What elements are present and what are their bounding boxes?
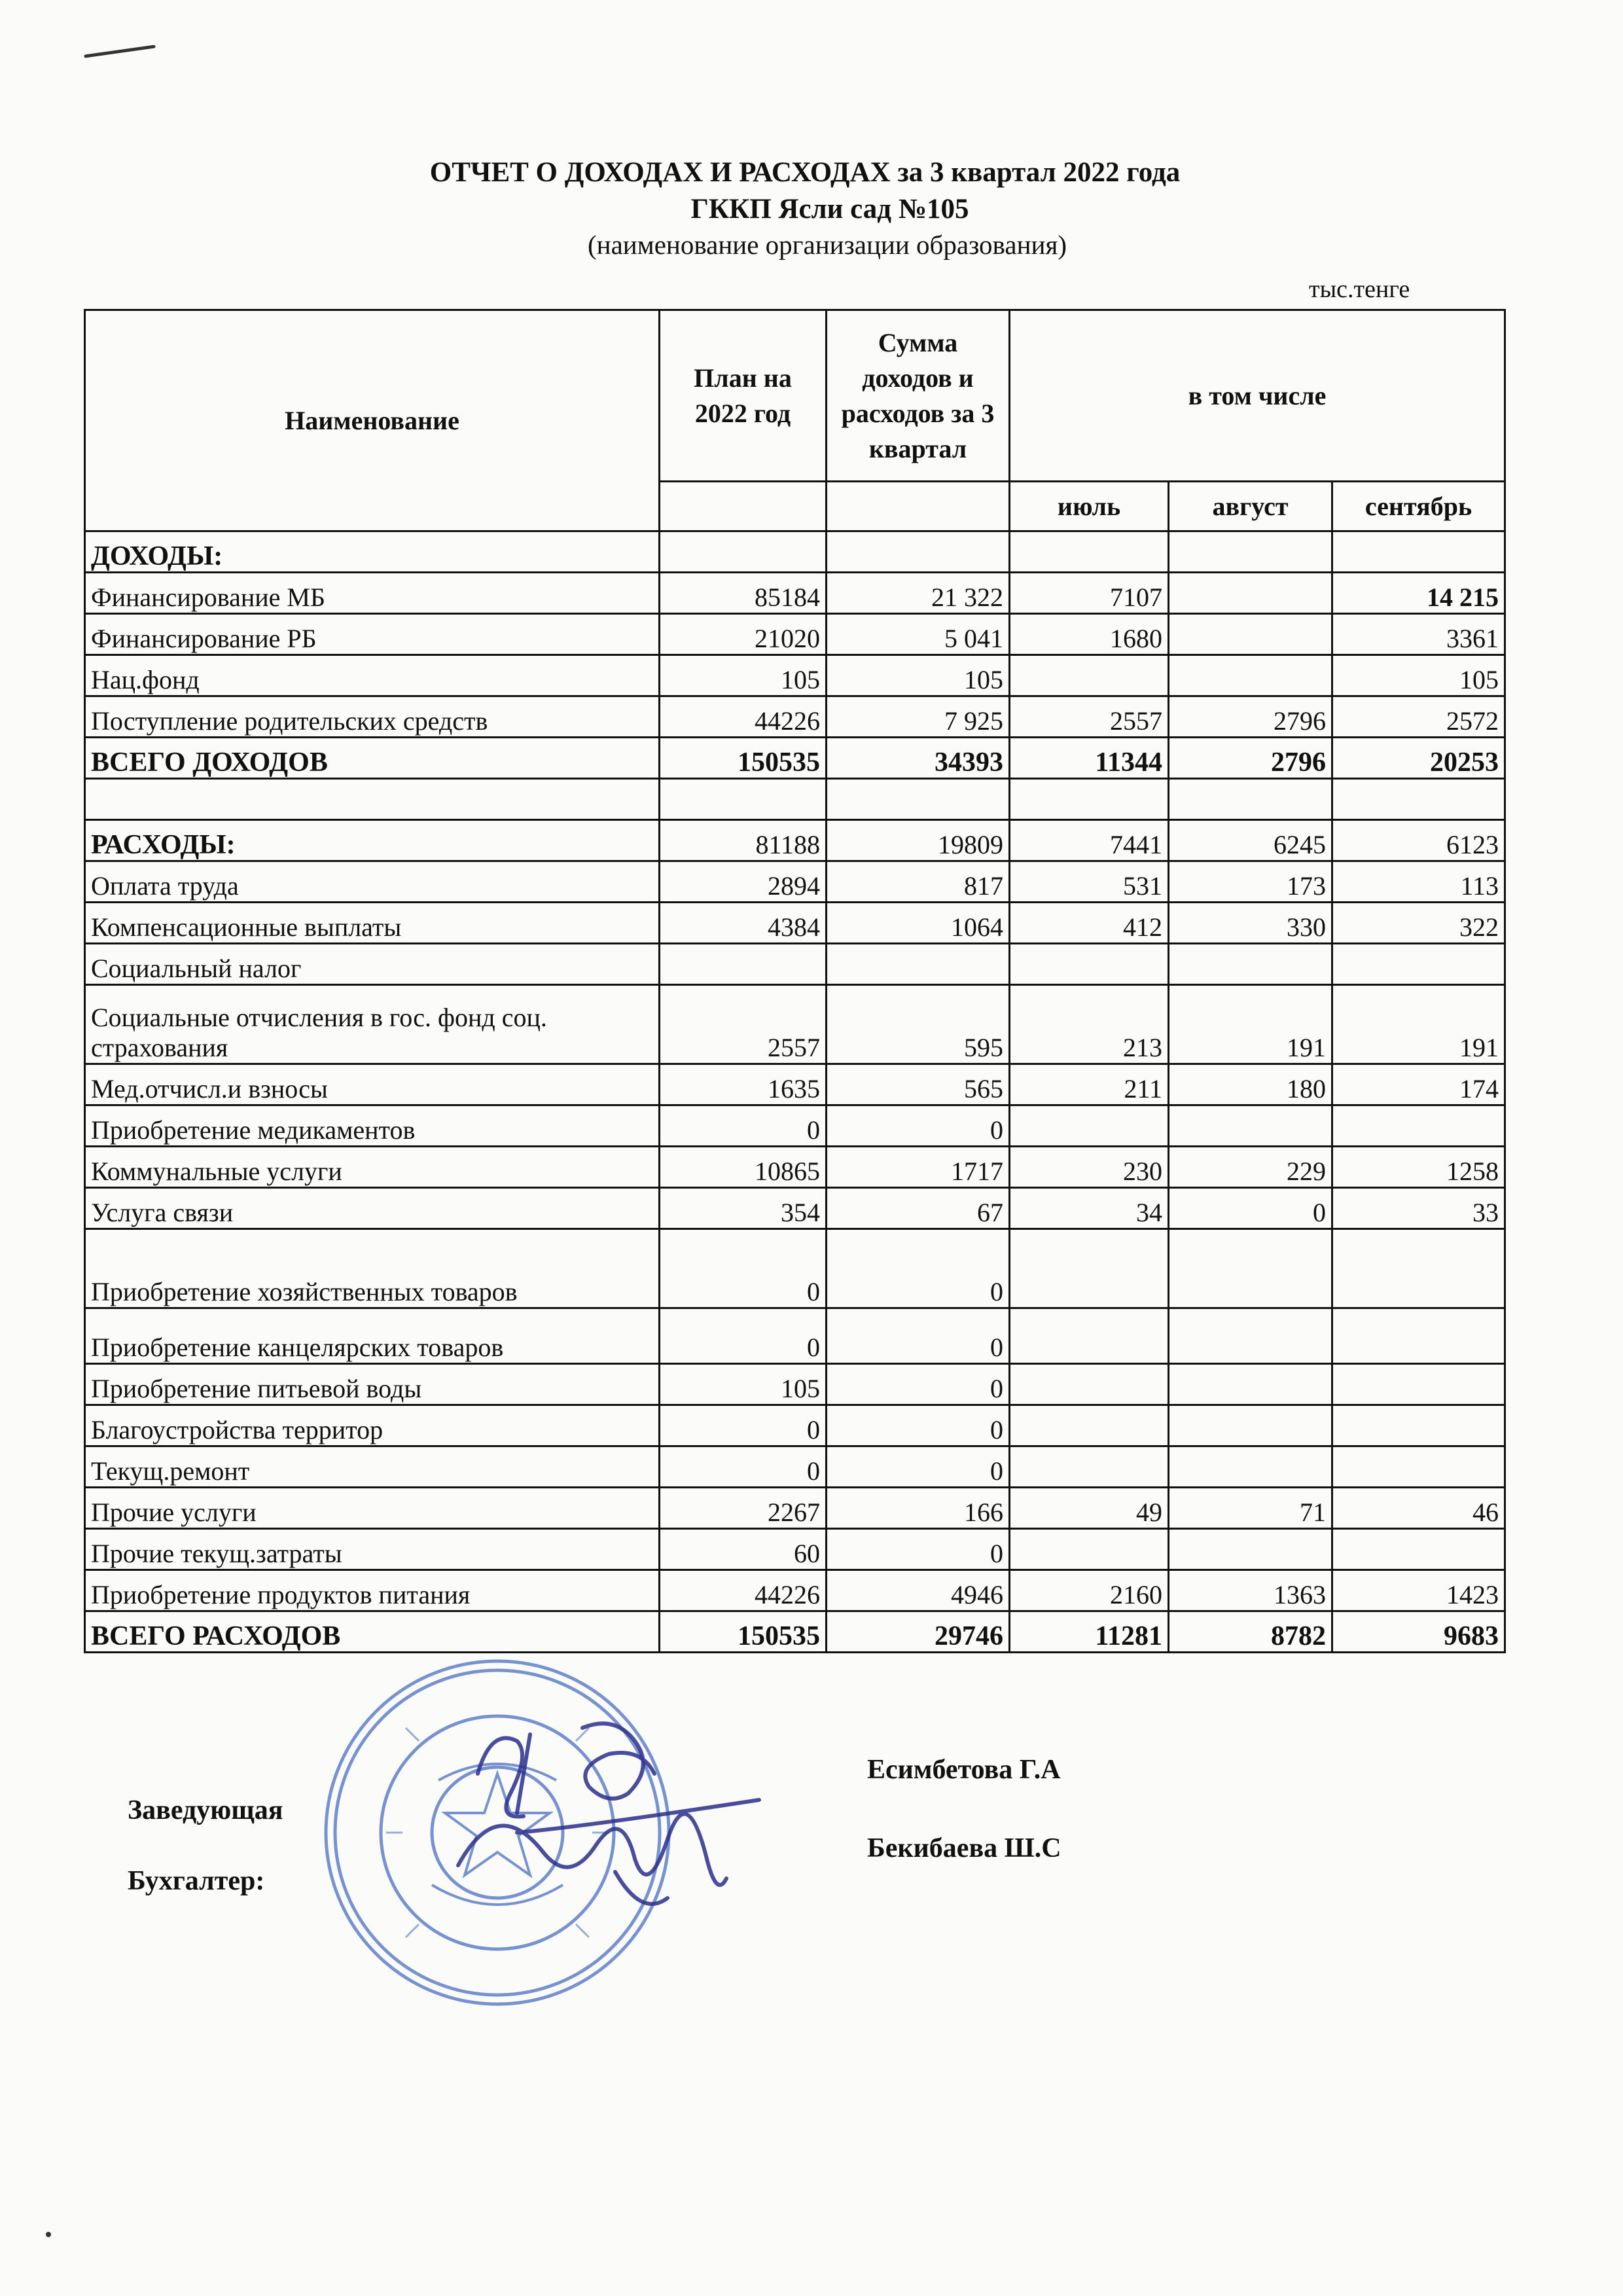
row-july-cell: 2160 — [1010, 1570, 1169, 1611]
row-august-cell — [1169, 531, 1332, 573]
row-september-cell — [1332, 1529, 1505, 1570]
row-sum-cell — [827, 779, 1010, 820]
row-august-cell: 2796 — [1169, 738, 1332, 779]
row-september-cell: 3361 — [1332, 614, 1505, 655]
row-july-cell — [1010, 944, 1169, 985]
row-name-cell: Поступление родительских средств — [85, 696, 660, 738]
table-row — [85, 820, 1505, 861]
row-sum-cell: 0 — [827, 1529, 1010, 1570]
row-august-cell: 330 — [1169, 903, 1332, 944]
row-september-cell: 322 — [1332, 903, 1505, 944]
row-july-cell — [1010, 1446, 1169, 1488]
table-row — [85, 861, 1505, 903]
row-july-cell: 2557 — [1010, 696, 1169, 738]
row-august-cell — [1169, 1308, 1332, 1364]
row-plan-cell: 2894 — [660, 861, 827, 903]
row-august-cell: 6245 — [1169, 820, 1332, 861]
row-august-cell: 8782 — [1169, 1611, 1332, 1653]
row-august-cell: 173 — [1169, 861, 1332, 903]
row-sum-cell: 5 041 — [827, 614, 1010, 655]
row-september-cell: 1258 — [1332, 1147, 1505, 1188]
table-row — [85, 1105, 1505, 1147]
row-july-cell — [1010, 1308, 1169, 1364]
table-row — [85, 573, 1505, 614]
row-september-cell: 2572 — [1332, 696, 1505, 738]
row-plan-cell: 60 — [660, 1529, 827, 1570]
row-september-cell: 33 — [1332, 1188, 1505, 1229]
row-name-cell: Текущ.ремонт — [85, 1446, 660, 1488]
row-name-cell: Приобретение продуктов питания — [85, 1570, 660, 1611]
table-row — [85, 779, 1505, 820]
row-july-cell: 412 — [1010, 903, 1169, 944]
row-sum-cell: 21 322 — [827, 573, 1010, 614]
row-july-cell — [1010, 779, 1169, 820]
row-plan-cell: 150535 — [660, 1611, 827, 1653]
table-row — [85, 738, 1505, 779]
row-august-cell — [1169, 1229, 1332, 1308]
row-july-cell — [1010, 531, 1169, 573]
pen-mark — [84, 45, 156, 58]
row-name-cell: РАСХОДЫ: — [85, 820, 660, 861]
row-plan-cell: 2557 — [660, 985, 827, 1064]
row-august-cell — [1169, 614, 1332, 655]
row-name-cell: Прочие услуги — [85, 1488, 660, 1529]
accountant-role: Бухгалтер: — [128, 1866, 265, 1896]
head-name: Есимбетова Г.А — [867, 1755, 1061, 1785]
row-july-cell: 11281 — [1010, 1611, 1169, 1653]
row-august-cell — [1169, 655, 1332, 696]
row-plan-cell — [660, 944, 827, 985]
row-september-cell: 1423 — [1332, 1570, 1505, 1611]
row-plan-cell: 4384 — [660, 903, 827, 944]
row-july-cell: 1680 — [1010, 614, 1169, 655]
row-sum-cell: 0 — [827, 1105, 1010, 1147]
row-plan-cell: 150535 — [660, 738, 827, 779]
row-september-cell — [1332, 944, 1505, 985]
table-row — [85, 1611, 1505, 1653]
row-july-cell — [1010, 1105, 1169, 1147]
row-plan-cell — [660, 531, 827, 573]
handwritten-signature — [419, 1702, 812, 1950]
row-august-cell: 191 — [1169, 985, 1332, 1064]
row-plan-cell: 0 — [660, 1446, 827, 1488]
row-september-cell: 191 — [1332, 985, 1505, 1064]
col-header-month-september: сентябрь — [1332, 482, 1505, 531]
row-july-cell — [1010, 1529, 1169, 1570]
row-september-cell — [1332, 531, 1505, 573]
table-row — [85, 1405, 1505, 1446]
row-name-cell: Оплата труда — [85, 861, 660, 903]
row-september-cell — [1332, 1105, 1505, 1147]
row-plan-cell: 85184 — [660, 573, 827, 614]
row-sum-cell: 0 — [827, 1364, 1010, 1405]
row-august-cell — [1169, 944, 1332, 985]
row-name-cell: Коммунальные услуги — [85, 1147, 660, 1188]
row-july-cell: 7107 — [1010, 573, 1169, 614]
row-name-cell: ВСЕГО ДОХОДОВ — [85, 738, 660, 779]
row-name-cell: Услуга связи — [85, 1188, 660, 1229]
table-row — [85, 1308, 1505, 1364]
table-row — [85, 1488, 1505, 1529]
row-plan-cell: 105 — [660, 655, 827, 696]
row-name-cell: Благоустройства территор — [85, 1405, 660, 1446]
row-september-cell: 6123 — [1332, 820, 1505, 861]
units-label: тыс.тенге — [1309, 276, 1410, 303]
row-sum-cell: 0 — [827, 1405, 1010, 1446]
row-july-cell: 34 — [1010, 1188, 1169, 1229]
row-name-cell: Финансирование РБ — [85, 614, 660, 655]
table-row — [85, 696, 1505, 738]
row-name-cell: Социальный налог — [85, 944, 660, 985]
row-july-cell: 49 — [1010, 1488, 1169, 1529]
table-row — [85, 1364, 1505, 1405]
row-sum-cell: 0 — [827, 1308, 1010, 1364]
row-sum-cell: 29746 — [827, 1611, 1010, 1653]
row-name-cell — [85, 779, 660, 820]
row-name-cell: Компенсационные выплаты — [85, 903, 660, 944]
row-sum-cell: 67 — [827, 1188, 1010, 1229]
col-header-month-july: июль — [1010, 482, 1169, 531]
row-sum-cell: 817 — [827, 861, 1010, 903]
table-row — [85, 903, 1505, 944]
row-plan-cell: 0 — [660, 1105, 827, 1147]
row-plan-cell: 1635 — [660, 1064, 827, 1105]
speck-mark — [46, 2232, 51, 2237]
table-row — [85, 1147, 1505, 1188]
row-september-cell — [1332, 779, 1505, 820]
row-sum-cell: 0 — [827, 1229, 1010, 1308]
row-august-cell: 0 — [1169, 1188, 1332, 1229]
row-september-cell: 46 — [1332, 1488, 1505, 1529]
row-name-cell: Прочие текущ.затраты — [85, 1529, 660, 1570]
row-july-cell: 7441 — [1010, 820, 1169, 861]
table-row — [85, 614, 1505, 655]
row-july-cell: 531 — [1010, 861, 1169, 903]
row-sum-cell: 595 — [827, 985, 1010, 1064]
table-row — [85, 1570, 1505, 1611]
row-august-cell — [1169, 779, 1332, 820]
row-july-cell — [1010, 1364, 1169, 1405]
row-sum-cell: 166 — [827, 1488, 1010, 1529]
row-name-cell: ВСЕГО РАСХОДОВ — [85, 1611, 660, 1653]
row-name-cell: Нац.фонд — [85, 655, 660, 696]
row-august-cell: 180 — [1169, 1064, 1332, 1105]
row-plan-cell: 0 — [660, 1405, 827, 1446]
col-header-plan-blank — [660, 482, 827, 531]
row-sum-cell: 105 — [827, 655, 1010, 696]
table-row — [85, 985, 1505, 1064]
row-name-cell: ДОХОДЫ: — [85, 531, 660, 573]
table-row — [85, 1529, 1505, 1570]
row-september-cell — [1332, 1308, 1505, 1364]
organization-caption: (наименование организации образования) — [588, 230, 1067, 260]
row-september-cell — [1332, 1364, 1505, 1405]
row-july-cell — [1010, 1405, 1169, 1446]
row-september-cell — [1332, 1446, 1505, 1488]
row-august-cell: 2796 — [1169, 696, 1332, 738]
row-september-cell: 113 — [1332, 861, 1505, 903]
row-august-cell — [1169, 1364, 1332, 1405]
row-july-cell: 213 — [1010, 985, 1169, 1064]
row-plan-cell: 81188 — [660, 820, 827, 861]
row-july-cell — [1010, 655, 1169, 696]
table-row — [85, 1188, 1505, 1229]
col-header-month-august: август — [1169, 482, 1332, 531]
row-name-cell: Социальные отчисления в гос. фонд соц. страхования — [85, 985, 660, 1064]
row-august-cell — [1169, 1446, 1332, 1488]
row-plan-cell: 44226 — [660, 696, 827, 738]
table-row — [85, 1064, 1505, 1105]
row-sum-cell: 1064 — [827, 903, 1010, 944]
organization-name: ГККП Ясли сад №105 — [690, 194, 969, 224]
report-body — [85, 531, 1505, 1653]
row-august-cell — [1169, 573, 1332, 614]
row-september-cell: 174 — [1332, 1064, 1505, 1105]
col-header-plan: План на 2022 год — [660, 310, 827, 482]
report-table — [84, 309, 1506, 1653]
row-plan-cell: 354 — [660, 1188, 827, 1229]
row-august-cell — [1169, 1529, 1332, 1570]
row-sum-cell — [827, 944, 1010, 985]
row-sum-cell: 0 — [827, 1446, 1010, 1488]
row-sum-cell: 34393 — [827, 738, 1010, 779]
row-july-cell: 230 — [1010, 1147, 1169, 1188]
table-row — [85, 655, 1505, 696]
row-plan-cell: 105 — [660, 1364, 827, 1405]
row-july-cell: 211 — [1010, 1064, 1169, 1105]
row-august-cell — [1169, 1105, 1332, 1147]
row-sum-cell: 7 925 — [827, 696, 1010, 738]
col-header-name: Наименование — [85, 310, 660, 531]
row-september-cell: 105 — [1332, 655, 1505, 696]
row-plan-cell: 44226 — [660, 1570, 827, 1611]
table-row — [85, 944, 1505, 985]
row-name-cell: Финансирование МБ — [85, 573, 660, 614]
row-sum-cell: 1717 — [827, 1147, 1010, 1188]
row-september-cell — [1332, 1229, 1505, 1308]
title-block — [0, 154, 1623, 262]
row-name-cell: Приобретение питьевой воды — [85, 1364, 660, 1405]
row-name-cell: Мед.отчисл.и взносы — [85, 1064, 660, 1105]
col-header-sum-blank — [827, 482, 1010, 531]
accountant-name: Бекибаева Ш.С — [867, 1833, 1061, 1863]
row-august-cell: 1363 — [1169, 1570, 1332, 1611]
row-plan-cell — [660, 779, 827, 820]
row-august-cell: 71 — [1169, 1488, 1332, 1529]
row-plan-cell: 21020 — [660, 614, 827, 655]
row-september-cell — [1332, 1405, 1505, 1446]
row-july-cell — [1010, 1229, 1169, 1308]
row-name-cell: Приобретение медикаментов — [85, 1105, 660, 1147]
row-august-cell: 229 — [1169, 1147, 1332, 1188]
row-september-cell: 20253 — [1332, 738, 1505, 779]
row-july-cell: 11344 — [1010, 738, 1169, 779]
head-role: Заведующая — [128, 1795, 283, 1825]
row-august-cell — [1169, 1405, 1332, 1446]
row-name-cell: Приобретение хозяйственных товаров — [85, 1229, 660, 1308]
col-header-including: в том числе — [1010, 310, 1505, 482]
report-title: ОТЧЕТ О ДОХОДАХ И РАСХОДАХ за 3 квартал 2022 года — [429, 157, 1181, 188]
row-september-cell: 9683 — [1332, 1611, 1505, 1653]
row-plan-cell: 2267 — [660, 1488, 827, 1529]
row-sum-cell: 4946 — [827, 1570, 1010, 1611]
row-sum-cell: 19809 — [827, 820, 1010, 861]
table-row — [85, 1229, 1505, 1308]
row-sum-cell: 565 — [827, 1064, 1010, 1105]
col-header-sum: Сумма доходов и расходов за 3 квартал — [827, 310, 1010, 482]
row-name-cell: Приобретение канцелярских товаров — [85, 1308, 660, 1364]
row-sum-cell — [827, 531, 1010, 573]
table-row — [85, 531, 1505, 573]
row-plan-cell: 0 — [660, 1308, 827, 1364]
row-september-cell: 14 215 — [1332, 573, 1505, 614]
row-plan-cell: 10865 — [660, 1147, 827, 1188]
row-plan-cell: 0 — [660, 1229, 827, 1308]
table-row — [85, 1446, 1505, 1488]
